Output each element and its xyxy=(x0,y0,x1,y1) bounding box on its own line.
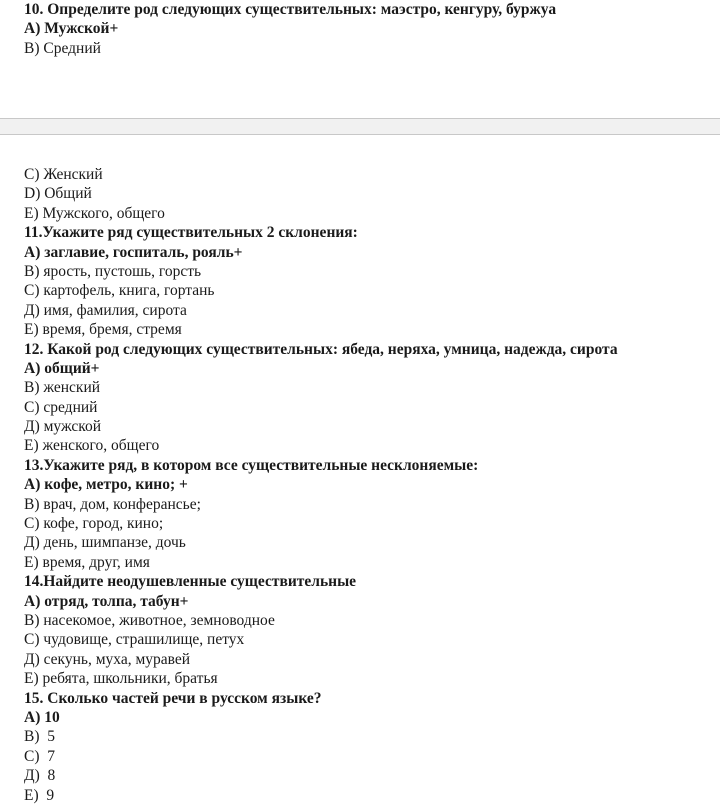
answer-option-line: Е) 9 xyxy=(24,786,55,804)
answer-option-line: Д) 8 xyxy=(24,767,56,785)
question-or-answer-bold-line: 11.Укажите ряд существительных 2 склонения: xyxy=(24,224,358,242)
question-or-answer-bold-line: А) общий+ xyxy=(24,359,100,377)
answer-option-line: Д) мужской xyxy=(24,418,102,436)
answer-option-line: С) Женский xyxy=(24,166,103,183)
answer-option-line: Е) женского, общего xyxy=(24,437,160,455)
question-or-answer-bold-line: А) 10 xyxy=(24,708,60,726)
answer-option-line: D) Общий xyxy=(24,185,92,203)
answer-option-line: Е) время, друг, имя xyxy=(24,553,150,571)
answer-option-line: В) насекомое, животное, земноводное xyxy=(24,611,275,629)
question-or-answer-bold-line: А) Мужской+ xyxy=(24,20,119,38)
answer-option-line: С) кофе, город, кино; xyxy=(24,515,164,533)
question-or-answer-bold-line: 13.Укажите ряд, в котором все существительные несклоняемые: xyxy=(24,456,479,474)
page-2-text xyxy=(24,165,618,805)
answer-option-line: В) врач, дом, конферансье; xyxy=(24,495,201,513)
answer-option-line: В) Средний xyxy=(24,39,101,57)
document-page-1 xyxy=(0,0,720,118)
question-or-answer-bold-line: 12. Какой род следующих существительных: ябеда, неряха, умница, надежда, сирота xyxy=(24,340,618,358)
question-or-answer-bold-line: 15. Сколько частей речи в русском языке? xyxy=(24,689,322,707)
answer-option-line: С) средний xyxy=(24,398,98,416)
question-or-answer-bold-line: 14.Найдите неодушевленные существительные xyxy=(24,573,357,591)
answer-option-line: Е) ребята, школьники, братья xyxy=(24,670,218,688)
answer-option-line: Д) имя, фамилия, сирота xyxy=(24,301,187,319)
answer-option-line: С) чудовище, страшилище, петух xyxy=(24,631,245,649)
page-break xyxy=(0,118,720,135)
answer-option-line: В) 5 xyxy=(24,728,55,746)
question-or-answer-bold-line: А) кофе, метро, кино; + xyxy=(24,476,188,494)
question-or-answer-bold-line: 10. Определите род следующих существительных: маэстро, кенгуру, буржуа xyxy=(24,1,557,18)
question-or-answer-bold-line: А) заглавие, госпиталь, рояль+ xyxy=(24,243,243,261)
answer-option-line: В) женский xyxy=(24,379,101,397)
page-1-text xyxy=(24,0,556,58)
answer-option-line: Д) день, шимпанзе, дочь xyxy=(24,534,186,552)
answer-option-line: В) ярость, пустошь, горсть xyxy=(24,262,202,280)
answer-option-line: С) картофель, книга, гортань xyxy=(24,282,215,300)
answer-option-line: Е) Мужского, общего xyxy=(24,204,165,222)
question-or-answer-bold-line: А) отряд, толпа, табун+ xyxy=(24,592,189,610)
answer-option-line: Д) секунь, муха, муравей xyxy=(24,650,191,668)
answer-option-line: С) 7 xyxy=(24,747,55,765)
answer-option-line: Е) время, бремя, стремя xyxy=(24,321,182,339)
